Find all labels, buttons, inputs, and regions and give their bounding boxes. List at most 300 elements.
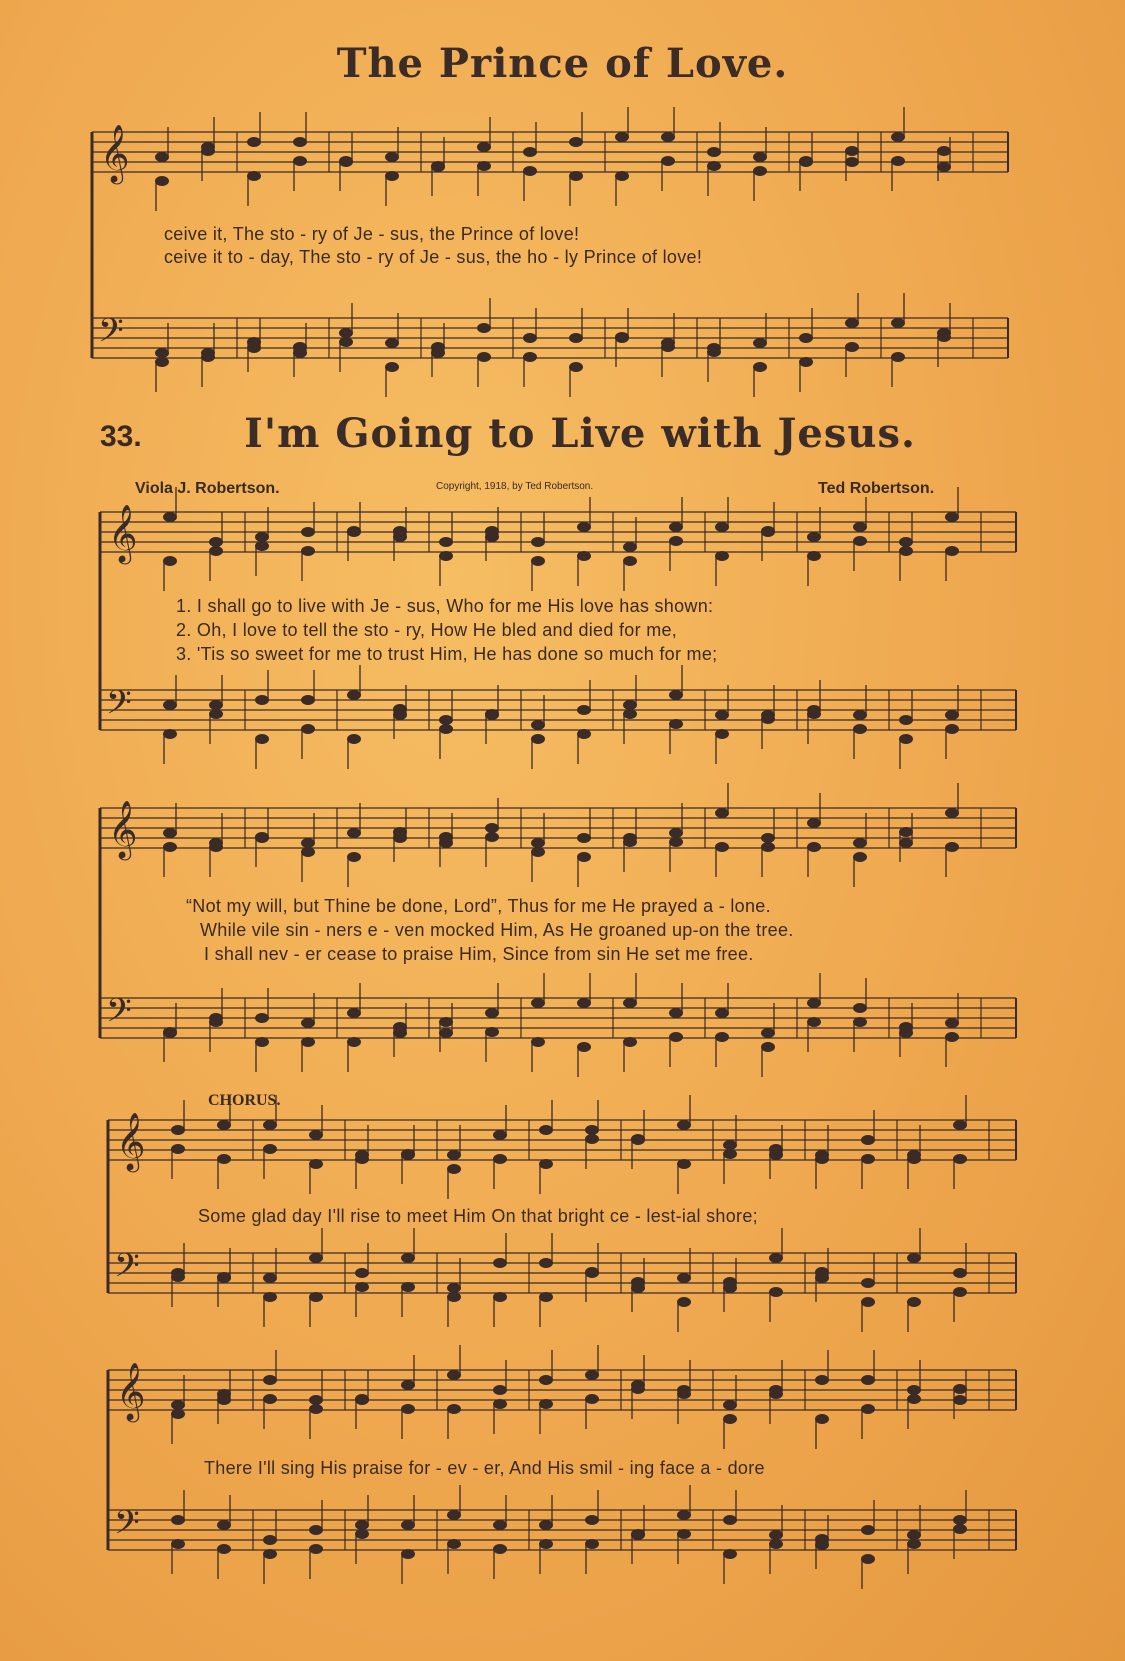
system-3-bass-note [393, 1022, 407, 1032]
system-3-bass-note [347, 1008, 361, 1018]
hymn-title: I'm Going to Live with Jesus. [244, 410, 916, 457]
verse-1-line-1: 1. I shall go to live with Je - sus, Who for me His love has shown: [176, 596, 714, 616]
system-3-bass-note [807, 998, 821, 1008]
system-5-bass-note [539, 1520, 553, 1530]
system-3-treble-note [899, 838, 913, 848]
system-3-bass-note [669, 1008, 683, 1018]
system-2-bass-note [439, 715, 453, 725]
system-2-bass-note [393, 704, 407, 714]
system-5-treble-note [309, 1404, 323, 1414]
system-4-bass-note [171, 1272, 185, 1282]
system-5-bass-note [493, 1520, 507, 1530]
system-1-treble-note [523, 166, 537, 176]
system-2-treble-note [255, 532, 269, 542]
system-4-treble-note [539, 1125, 553, 1135]
system-5-bass-note [355, 1520, 369, 1530]
system-1-bass-note [523, 352, 537, 362]
system-4-treble-clef: 𝄞 [116, 1112, 146, 1170]
system-3-treble-note [347, 852, 361, 862]
system-3-bass-note [531, 998, 545, 1008]
system-1-treble-note [293, 156, 307, 166]
system-3-bass-note [761, 1028, 775, 1038]
system-4-treble-note [677, 1159, 691, 1169]
system-2-bass-note [255, 695, 269, 705]
system-3-bass-note [485, 1008, 499, 1018]
system-5-treble-note [861, 1404, 875, 1414]
verse-3-line-1: 3. 'Tis so sweet for me to trust Him, He has done so much for me; [176, 644, 718, 664]
system-5-bass-note [815, 1534, 829, 1544]
system-2-bass-note [807, 709, 821, 719]
system-1-treble-note [339, 156, 353, 166]
system-2-treble-note [531, 556, 545, 566]
system-2-bass-note [301, 695, 315, 705]
system-4-bass-note [723, 1277, 737, 1287]
system-5-treble-note [585, 1394, 599, 1404]
system-3-treble-note [393, 827, 407, 837]
system-3-treble-note [531, 847, 545, 857]
system-5-bass-note [585, 1539, 599, 1549]
system-2-bass-note [945, 724, 959, 734]
system-5-treble-note [171, 1409, 185, 1419]
system-2-treble-note [945, 546, 959, 556]
system-5-bass-note [263, 1549, 277, 1559]
system-5-treble-note [953, 1395, 967, 1405]
system-3-treble-note [301, 847, 315, 857]
system-5-bass-note [723, 1515, 737, 1525]
system-2-treble-note [577, 522, 591, 532]
system-2-treble-note [807, 532, 821, 542]
system-4-bass-note [631, 1277, 645, 1287]
system-1-treble-note [753, 152, 767, 162]
system-4-treble-note [447, 1164, 461, 1174]
system-3-treble-note [301, 838, 315, 848]
system-4-treble-note [263, 1120, 277, 1130]
system-3-bass-note [761, 1042, 775, 1052]
system-4-treble-note [263, 1144, 277, 1154]
system-2-treble-note [623, 542, 637, 552]
system-5-bass-note [447, 1539, 461, 1549]
system-1-treble-note [431, 161, 445, 171]
system-1-bass-note [707, 347, 721, 357]
system-2-bass-note [669, 690, 683, 700]
system-3-bass-note [623, 998, 637, 1008]
system-4-bass-note [677, 1297, 691, 1307]
previous-hymn-lyric-line-2: ceive it to - day, The sto - ry of Je - sus, the ho - ly Prince of love! [164, 247, 703, 267]
system-5-bass-note [677, 1529, 691, 1539]
system-5-treble-note [401, 1380, 415, 1390]
system-2-treble-note [439, 537, 453, 547]
system-5-treble-note [401, 1404, 415, 1414]
system-3-bass-note [577, 998, 591, 1008]
system-3-treble-note [577, 833, 591, 843]
system-1-bass-note [661, 342, 675, 352]
system-4-bass-note [355, 1282, 369, 1292]
system-5-bass-note [861, 1525, 875, 1535]
system-2-bass-note [531, 734, 545, 744]
system-1-treble-note [155, 176, 169, 186]
system-2-treble-note [807, 551, 821, 561]
system-4-treble-note [447, 1150, 461, 1160]
system-4-treble-note [401, 1149, 415, 1159]
previous-hymn-lyric-line-1: ceive it, The sto - ry of Je - sus, the Prince of love! [164, 224, 580, 244]
system-5-treble-note [907, 1394, 921, 1404]
system-1-bass-note [201, 352, 215, 362]
system-2-bass-clef: 𝄢 [106, 684, 132, 730]
system-4-treble-note [723, 1149, 737, 1159]
system-2-treble-note [669, 522, 683, 532]
system-1-treble-note [615, 132, 629, 142]
system-5-bass-note [907, 1530, 921, 1540]
system-1-treble-note [891, 132, 905, 142]
system-2-treble-note [439, 551, 453, 561]
system-1-bass-note [155, 357, 169, 367]
system-1-bass-note [385, 362, 399, 372]
system-4-bass-note [263, 1273, 277, 1283]
system-3-bass-note [209, 1017, 223, 1027]
system-2-bass-note [853, 710, 867, 720]
system-1-treble-note [707, 147, 721, 157]
system-2-treble-note [301, 527, 315, 537]
system-4-treble-note [631, 1134, 645, 1144]
system-4-bass-note [493, 1292, 507, 1302]
system-5-bass-note [401, 1549, 415, 1559]
system-1-treble-note [247, 137, 261, 147]
system-4-bass-note [907, 1297, 921, 1307]
system-5-bass-note [493, 1544, 507, 1554]
system-4-bass-note [309, 1253, 323, 1263]
system-1-treble-note [661, 132, 675, 142]
system-5-treble-note [539, 1399, 553, 1409]
system-3-treble-note [577, 852, 591, 862]
system-3-bass-note [301, 1037, 315, 1047]
system-1-treble-note [891, 156, 905, 166]
system-1-bass-note [569, 362, 583, 372]
verse-2-line-1: 2. Oh, I love to tell the sto - ry, How He bled and died for me, [176, 620, 678, 640]
system-1-bass-note [891, 318, 905, 328]
system-1-treble-note [753, 166, 767, 176]
system-1-treble-note [799, 156, 813, 166]
system-5-bass-note [171, 1539, 185, 1549]
system-4-bass-note [309, 1292, 323, 1302]
system-3-treble-note [163, 842, 177, 852]
system-4-treble-note [953, 1120, 967, 1130]
system-4-bass-note [539, 1258, 553, 1268]
system-4-treble-note [171, 1144, 185, 1154]
system-1-bass-note [891, 352, 905, 362]
system-5-treble-note [217, 1389, 231, 1399]
system-4-bass-note [493, 1258, 507, 1268]
system-4-bass-note [401, 1253, 415, 1263]
system-5-treble-note [263, 1375, 277, 1385]
system-3-bass-note [853, 1017, 867, 1027]
system-2-treble-note [393, 526, 407, 536]
system-1-treble-note [615, 171, 629, 181]
system-1-bass-note [569, 333, 583, 343]
system-5-treble-note [769, 1389, 783, 1399]
system-1-bass-note [385, 338, 399, 348]
system-5-treble-note [677, 1389, 691, 1399]
system-1-treble-note [385, 152, 399, 162]
system-2-treble-note [853, 522, 867, 532]
system-3-treble-note [853, 852, 867, 862]
system-3-bass-note [807, 1017, 821, 1027]
system-4-bass-note [355, 1268, 369, 1278]
system-1-bass-note [155, 348, 169, 358]
system-1-bass-note [799, 333, 813, 343]
system-1-treble-note [385, 171, 399, 181]
system-2-bass-note [853, 724, 867, 734]
system-5-bass-note [447, 1510, 461, 1520]
system-4-treble-note [217, 1120, 231, 1130]
system-3-treble-note [255, 832, 269, 842]
system-5-bass-note [585, 1515, 599, 1525]
system-1-bass-clef: 𝄢 [98, 312, 124, 358]
system-5-treble-note [861, 1375, 875, 1385]
system-3-treble-note [485, 823, 499, 833]
system-5-bass-note [907, 1539, 921, 1549]
system-5-treble-note [263, 1394, 277, 1404]
hymn-number: 33. [100, 420, 142, 453]
system-1-bass-note [247, 337, 261, 347]
system-3-treble-note [209, 842, 223, 852]
system-2-bass-note [347, 690, 361, 700]
system-4-treble-note [769, 1144, 783, 1154]
system-3-treble-note [439, 832, 453, 842]
system-2-treble-note [347, 526, 361, 536]
system-2-bass-note [715, 710, 729, 720]
copyright-notice: Copyright, 1918, by Ted Robertson. [436, 481, 594, 492]
system-4-bass-note [263, 1292, 277, 1302]
system-5-treble-note [953, 1384, 967, 1394]
system-3-treble-note [945, 808, 959, 818]
system-4-treble-note [493, 1130, 507, 1140]
system-3-treble-note [531, 838, 545, 848]
system-5-bass-note [769, 1530, 783, 1540]
system-3-treble-clef: 𝄞 [108, 800, 138, 858]
system-3-bass-note [439, 1028, 453, 1038]
system-1-bass-note [339, 337, 353, 347]
system-5-treble-note [447, 1404, 461, 1414]
system-5-treble-note [723, 1400, 737, 1410]
system-3-treble-note [485, 832, 499, 842]
system-2-treble-note [623, 556, 637, 566]
system-2-treble-note [255, 541, 269, 551]
system-4-treble-note [907, 1154, 921, 1164]
system-2-treble-note [301, 546, 315, 556]
system-1-treble-note [845, 146, 859, 156]
system-4-treble-note [861, 1135, 875, 1145]
system-1-bass-note [477, 323, 491, 333]
system-2-treble-note [761, 526, 775, 536]
system-5-bass-note [355, 1529, 369, 1539]
system-2-treble-note [899, 546, 913, 556]
system-5-treble-note [493, 1385, 507, 1395]
system-3-treble-note [669, 828, 683, 838]
system-3-bass-note [715, 1008, 729, 1018]
system-2-treble-note [945, 512, 959, 522]
system-5-bass-clef: 𝄢 [114, 1504, 140, 1550]
system-3-bass-note [577, 1042, 591, 1052]
system-2-treble-note [163, 556, 177, 566]
system-1-treble-note [707, 161, 721, 171]
system-3-treble-note [853, 838, 867, 848]
system-5-treble-note [815, 1375, 829, 1385]
system-4-treble-note [355, 1154, 369, 1164]
system-3-bass-note [301, 1018, 315, 1028]
system-2-bass-note [163, 729, 177, 739]
system-2-treble-note [163, 512, 177, 522]
system-4-bass-note [815, 1267, 829, 1277]
system-4-treble-note [309, 1159, 323, 1169]
system-4-bass-note [447, 1283, 461, 1293]
verse-2-line-2: While vile sin - ners e - ven mocked Him, As He groaned up-on the tree. [200, 920, 794, 940]
verse-1-line-2: “Not my will, but Thine be done, Lord”, Thus for me He prayed a - lone. [186, 896, 771, 916]
system-5-bass-note [631, 1529, 645, 1539]
system-2-bass-note [301, 724, 315, 734]
system-3-bass-note [255, 1037, 269, 1047]
system-3-bass-note [669, 1032, 683, 1042]
system-1-bass-note [845, 318, 859, 328]
system-4-bass-note [769, 1287, 783, 1297]
system-3-treble-note [163, 828, 177, 838]
system-3-treble-note [623, 837, 637, 847]
system-4-treble-note [217, 1154, 231, 1164]
system-5-treble-note [723, 1414, 737, 1424]
system-3-bass-note [899, 1022, 913, 1032]
system-3-bass-note [255, 1013, 269, 1023]
system-2-bass-note [347, 734, 361, 744]
system-2-bass-note [209, 700, 223, 710]
system-4-treble-note [493, 1154, 507, 1164]
system-3-treble-note [761, 842, 775, 852]
system-1-treble-note [477, 142, 491, 152]
chorus-line-1: Some glad day I'll rise to meet Him On that bright ce - lest-ial shore; [198, 1206, 758, 1226]
system-4-bass-note [953, 1287, 967, 1297]
system-2-bass-note [715, 729, 729, 739]
system-1-treble-note [247, 171, 261, 181]
system-4-bass-note [217, 1272, 231, 1282]
system-5-treble-note [309, 1395, 323, 1405]
system-3-bass-note [347, 1037, 361, 1047]
system-5-bass-note [309, 1525, 323, 1535]
system-1-treble-note [937, 146, 951, 156]
system-3-treble-note [715, 842, 729, 852]
system-1-bass-note [753, 338, 767, 348]
system-5-treble-note [171, 1400, 185, 1410]
system-5-bass-note [539, 1539, 553, 1549]
system-5-bass-note [217, 1544, 231, 1554]
system-3-bass-note [945, 1018, 959, 1028]
system-3-treble-note [899, 827, 913, 837]
system-3-treble-note [945, 842, 959, 852]
system-2-bass-note [899, 734, 913, 744]
system-5-bass-note [953, 1524, 967, 1534]
system-1-treble-clef: 𝄞 [100, 124, 130, 182]
system-4-bass-note [907, 1253, 921, 1263]
system-1-treble-note [569, 171, 583, 181]
system-5-bass-note [723, 1549, 737, 1559]
system-2-treble-note [209, 546, 223, 556]
system-5-treble-note [631, 1384, 645, 1394]
system-2-treble-clef: 𝄞 [108, 504, 138, 562]
system-5-bass-note [217, 1520, 231, 1530]
system-5-bass-note [263, 1535, 277, 1545]
system-2-treble-note [531, 537, 545, 547]
system-2-bass-note [945, 710, 959, 720]
system-3-treble-note [715, 808, 729, 818]
system-4-bass-note [861, 1297, 875, 1307]
system-1-bass-note [615, 332, 629, 342]
system-1-bass-note [477, 352, 491, 362]
system-3-bass-note [623, 1037, 637, 1047]
system-4-bass-clef: 𝄢 [114, 1247, 140, 1293]
system-2-bass-note [163, 700, 177, 710]
system-1-treble-note [569, 137, 583, 147]
system-1-treble-note [477, 161, 491, 171]
system-2-bass-note [623, 709, 637, 719]
system-3-bass-note [715, 1032, 729, 1042]
system-2-bass-note [899, 715, 913, 725]
author-credit: Viola J. Robertson. [135, 480, 280, 497]
system-5-bass-note [309, 1544, 323, 1554]
system-4-treble-note [171, 1125, 185, 1135]
system-4-bass-note [769, 1253, 783, 1263]
system-5-treble-note [355, 1394, 369, 1404]
system-3-treble-note [761, 833, 775, 843]
system-4-treble-note [309, 1130, 323, 1140]
system-1-bass-note [937, 332, 951, 342]
system-3-bass-note [485, 1027, 499, 1037]
chorus-line-2: There I'll sing His praise for - ev - er, And His smil - ing face a - dore [204, 1458, 765, 1478]
system-5-bass-note [677, 1510, 691, 1520]
system-3-bass-note [163, 1027, 177, 1037]
system-5-treble-note [585, 1370, 599, 1380]
system-2-treble-note [715, 551, 729, 561]
chorus-label: CHORUS. [208, 1092, 281, 1109]
system-2-bass-note [209, 709, 223, 719]
system-2-treble-note [209, 537, 223, 547]
system-1-bass-note [293, 342, 307, 352]
system-5-treble-note [907, 1385, 921, 1395]
system-2-treble-note [485, 526, 499, 536]
system-3-treble-note [347, 828, 361, 838]
system-4-treble-note [723, 1140, 737, 1150]
previous-hymn-title: The Prince of Love. [336, 40, 789, 87]
system-3-treble-note [669, 837, 683, 847]
system-4-treble-note [677, 1120, 691, 1130]
system-1-bass-note [845, 342, 859, 352]
system-5-treble-note [493, 1399, 507, 1409]
system-1-bass-note [799, 357, 813, 367]
system-2-treble-note [899, 537, 913, 547]
system-4-bass-note [861, 1278, 875, 1288]
system-2-treble-note [715, 522, 729, 532]
system-2-bass-note [623, 700, 637, 710]
system-3-bass-note [439, 1017, 453, 1027]
system-2-treble-note [577, 551, 591, 561]
system-4-bass-note [539, 1292, 553, 1302]
system-1-treble-note [523, 147, 537, 157]
system-1-treble-note [661, 156, 675, 166]
system-1-treble-note [845, 157, 859, 167]
system-3-bass-note [853, 1003, 867, 1013]
system-4-bass-note [953, 1268, 967, 1278]
system-2-bass-note [761, 714, 775, 724]
system-1-bass-note [523, 333, 537, 343]
system-2-bass-note [255, 734, 269, 744]
system-5-bass-note [171, 1515, 185, 1525]
system-4-treble-note [861, 1154, 875, 1164]
